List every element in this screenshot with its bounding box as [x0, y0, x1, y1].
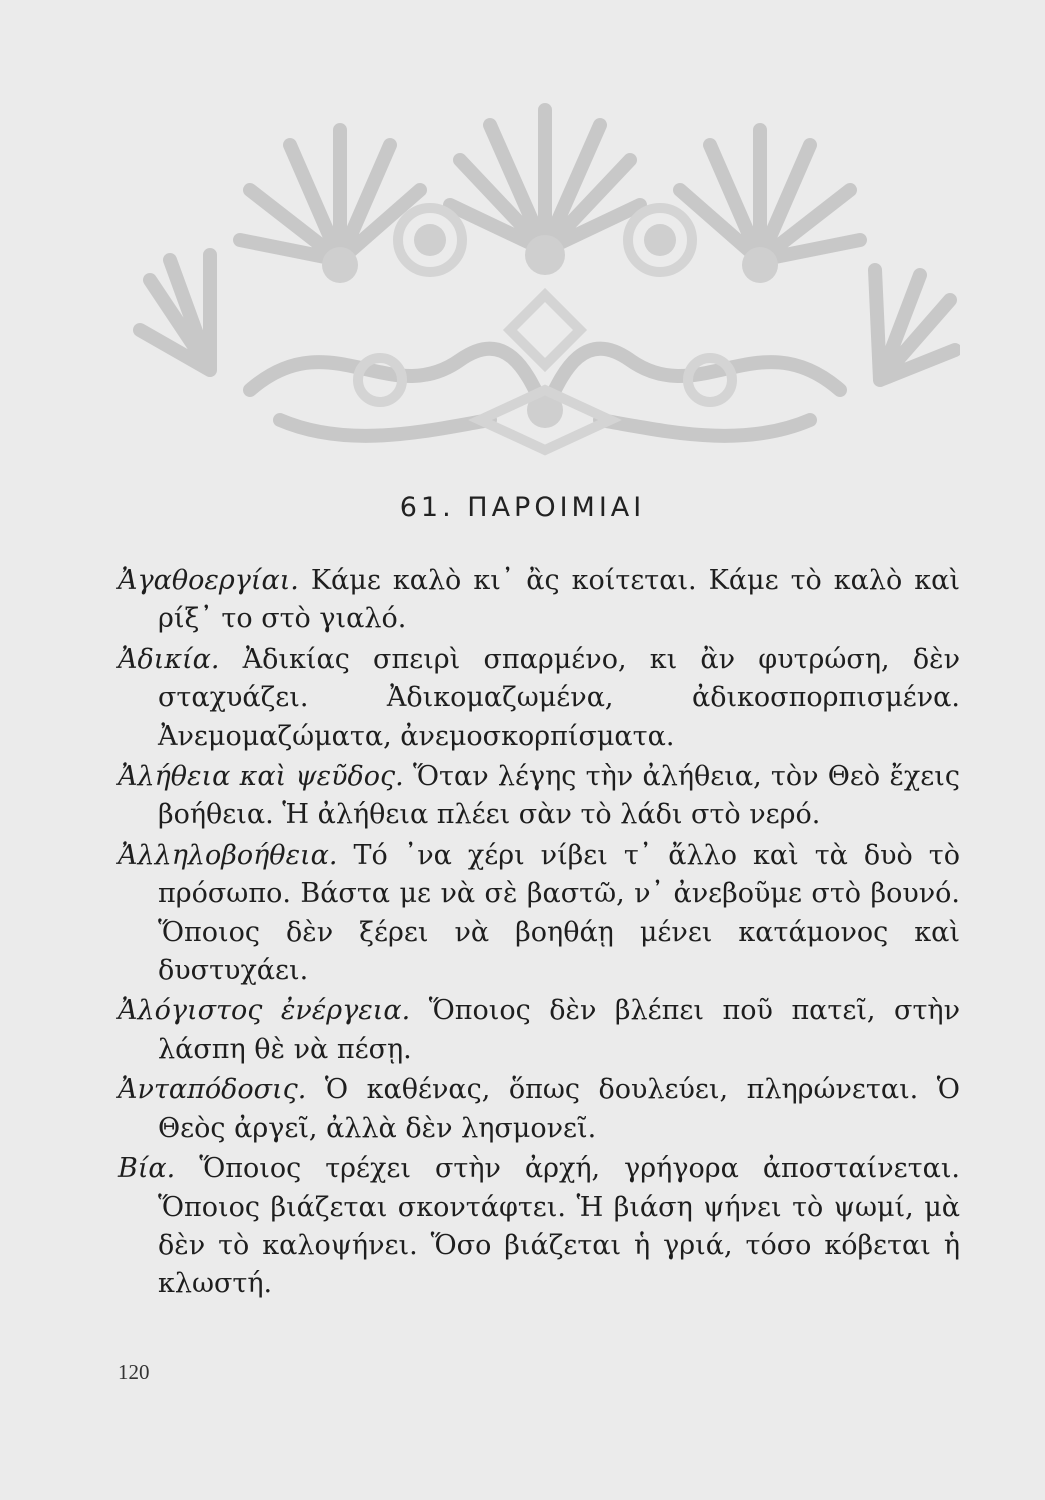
proverb-text: Ὁ καθένας, ὅπως δουλεύει, πληρώνεται. Ὁ Θεὸς ἀργεῖ, ἀλλὰ δὲν λησμονεῖ.: [158, 1074, 960, 1144]
proverb-entry: [118, 1150, 960, 1304]
proverb-text: Ὅποιος δὲν βλέπει ποῦ πατεῖ, στὴν λάσπη θὲ νὰ πέσῃ.: [158, 995, 961, 1065]
proverb-heading: Ἀνταπόδοσις.: [118, 1074, 307, 1106]
proverb-heading: Ἀδικία.: [118, 643, 220, 675]
proverb-heading: Βία.: [118, 1153, 176, 1185]
proverb-text: Ὅποιος τρέχει στὴν ἀρχή, γρήγορα ἀποσταίνεται. Ὅποιος βιάζεται σκοντάφτει. Ἡ βιάση ψήνει τὸ ψωμί, μὰ δὲν τὸ καλοψήνει. Ὅσο βιάζεται ἡ γριά, τόσο κόβεται ἡ κλωστή.: [158, 1153, 960, 1300]
proverb-heading: Ἀλόγιστος ἐνέργεια.: [118, 995, 411, 1027]
proverb-text: Ἀδικίας σπειρὶ σπαρμένο, κι ἂν φυτρώση, δὲν σταχυάζει. Ἀδικομαζωμένα, ἀδικοσπορπισμένα. Ἀνεμομαζώματα, ἀνεμοσκορπίσματα.: [158, 643, 960, 752]
proverb-entry: [118, 641, 960, 756]
proverb-text: Ὅταν λέγης τὴν ἀλήθεια, τὸν Θεὸ ἔχεις βοήθεια. Ἡ ἀλήθεια πλέει σὰν τὸ λάδι στὸ νερό.: [158, 761, 960, 831]
proverb-entry: [118, 837, 960, 991]
page-number: 120: [118, 1360, 150, 1384]
proverb-heading: Ἀλληλοβοήθεια.: [118, 839, 338, 871]
proverb-list: [118, 562, 960, 1306]
proverb-text: Κάμε καλὸ κι᾽ ἂς κοίτεται. Κάμε τὸ καλὸ καὶ ρίξ᾽ το στὸ γιαλό.: [158, 565, 960, 635]
floral-ornament-icon: [130, 80, 960, 460]
section-title: 61. ΠΑΡΟΙΜΙΑΙ: [399, 492, 646, 523]
proverb-heading: Ἀγαθοεργίαι.: [118, 565, 299, 596]
proverb-text: Τό ᾽να χέρι νίβει τ᾽ ἄλλο καὶ τὰ δυὸ τὸ πρόσωπο. Βάστα με νὰ σὲ βαστῶ, ν᾽ ἀνεβοῦμε στὸ βουνό. Ὅποιος δὲν ξέρει νὰ βοηθάῃ μένει κατάμονος καὶ δυστυχάει.: [158, 839, 960, 987]
proverb-entry: [118, 562, 960, 639]
proverb-entry: [118, 1071, 960, 1148]
proverb-heading: Ἀλήθεια καὶ ψεῦδος.: [118, 761, 404, 793]
proverb-entry: [118, 758, 960, 835]
proverb-entry: [118, 992, 960, 1069]
